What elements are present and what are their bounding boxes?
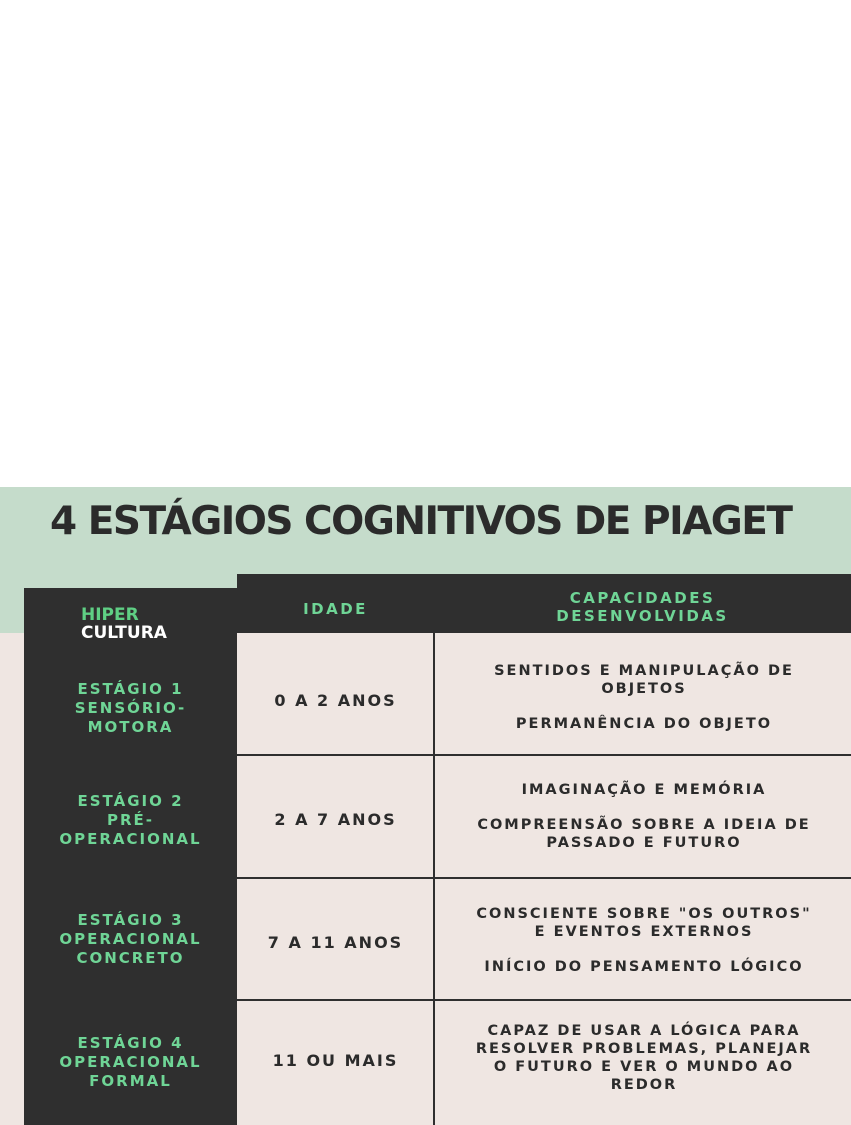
header-age: IDADE xyxy=(303,600,368,618)
header-capacities-line-2: DESENVOLVIDAS xyxy=(556,607,729,625)
stage-label-line: CONCRETO xyxy=(76,949,185,967)
capacity-line: INÍCIO DO PENSAMENTO LÓGICO xyxy=(484,959,804,975)
age-cell: 2 A 7 ANOS xyxy=(274,810,397,829)
stage-label-line: ESTÁGIO 1 xyxy=(77,680,184,698)
age-cell: 11 OU MAIS xyxy=(272,1051,399,1070)
stage-label-line: PRÉ- xyxy=(106,811,155,829)
stage-label-line: ESTÁGIO 2 xyxy=(77,792,184,810)
row-divider xyxy=(237,754,851,756)
header-capacities xyxy=(434,589,851,625)
capacity-line: PERMANÊNCIA DO OBJETO xyxy=(515,716,773,732)
age-cell: 0 A 2 ANOS xyxy=(274,691,397,710)
blank-area xyxy=(0,0,851,487)
capacities-cell xyxy=(444,905,844,976)
header-capacities-line-1: CAPACIDADES xyxy=(569,589,716,607)
capacity-line: OBJETOS xyxy=(601,681,687,697)
capacity-line: SENTIDOS E MANIPULAÇÃO DE xyxy=(494,663,794,679)
stage-label xyxy=(24,911,237,968)
stage-label-line: OPERACIONAL xyxy=(59,1053,202,1071)
capacities-cell xyxy=(444,1022,844,1094)
stage-label-line: MOTORA xyxy=(87,718,174,736)
stage-label-line: OPERACIONAL xyxy=(59,830,202,848)
capacities-cell xyxy=(444,781,844,852)
capacity-line: COMPREENSÃO SOBRE A IDEIA DE xyxy=(477,817,811,833)
capacity-line: E EVENTOS EXTERNOS xyxy=(534,924,754,940)
stage-label-line: FORMAL xyxy=(89,1072,172,1090)
stage-label-line: ESTÁGIO 3 xyxy=(77,911,184,929)
capacity-line: CONSCIENTE SOBRE "OS OUTROS" xyxy=(476,906,812,922)
stage-label-line: OPERACIONAL xyxy=(59,930,202,948)
row-divider xyxy=(237,999,851,1001)
stage-label xyxy=(24,1034,237,1091)
capacity-line: CAPAZ DE USAR A LÓGICA PARA xyxy=(487,1023,801,1039)
stage-label-line: SENSÓRIO- xyxy=(74,699,187,717)
logo-line-2: CULTURA xyxy=(81,623,167,643)
stage-label xyxy=(24,792,237,849)
capacity-line: IMAGINAÇÃO E MEMÓRIA xyxy=(521,782,767,798)
page-title: 4 ESTÁGIOS COGNITIVOS DE PIAGET xyxy=(50,499,792,544)
hipercultura-logo xyxy=(81,606,167,642)
logo-line-1: HIPER xyxy=(81,605,139,625)
capacity-line: PASSADO E FUTURO xyxy=(546,835,742,851)
capacity-line: REDOR xyxy=(610,1077,678,1093)
age-cell: 7 A 11 ANOS xyxy=(267,933,404,952)
row-divider xyxy=(237,877,851,879)
capacity-line: RESOLVER PROBLEMAS, PLANEJAR xyxy=(475,1041,813,1057)
stage-label-line: ESTÁGIO 4 xyxy=(77,1034,184,1052)
capacities-cell xyxy=(444,662,844,733)
stage-label xyxy=(24,680,237,737)
capacity-line: O FUTURO E VER O MUNDO AO xyxy=(493,1059,795,1075)
